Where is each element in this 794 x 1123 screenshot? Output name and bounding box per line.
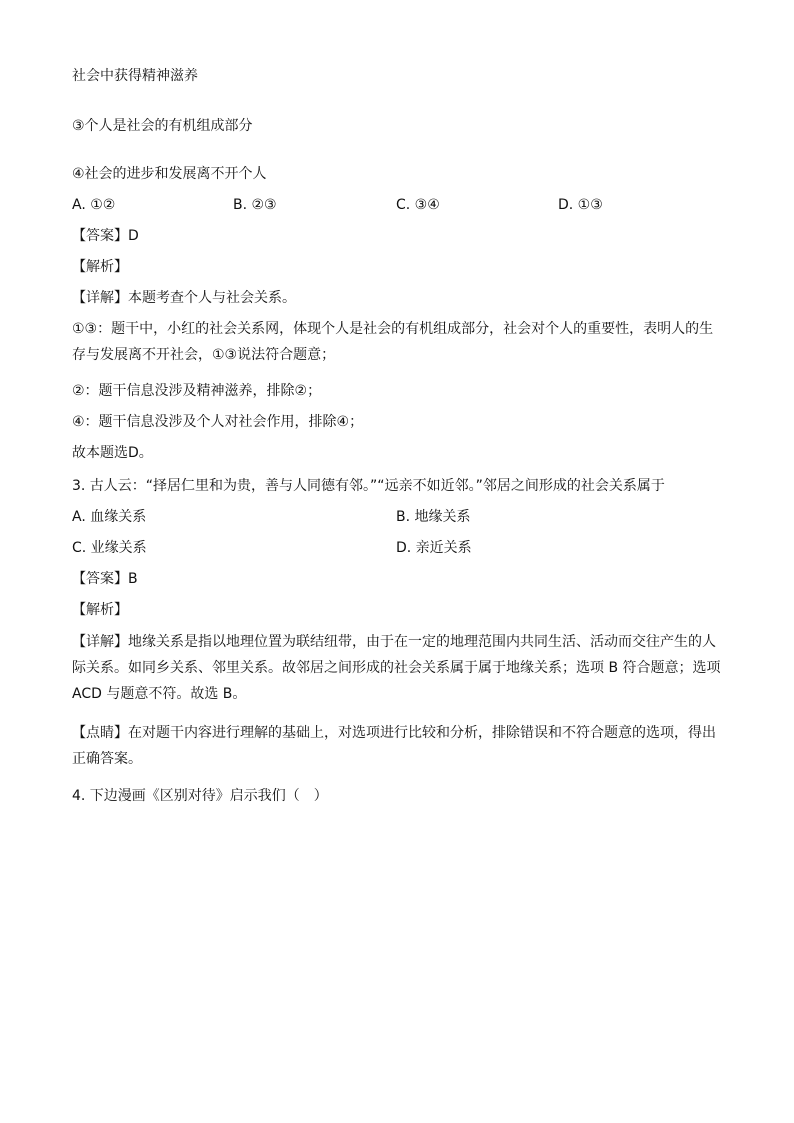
statement-3: ③个人是社会的有机组成部分 bbox=[72, 118, 253, 134]
q3-answer: 【答案】B bbox=[72, 571, 138, 587]
q3-detail: 【详解】地缘关系是指以地理位置为联结纽带，由于在一定的地理范围内共同生活、活动而交往产生的人际关系。如同乡关系、邻里关系。故邻居之间形成的社会关系属于属于地缘关系；选项 B 符合题意；选项 ACD 与题意不符。故选 B。 bbox=[72, 634, 721, 702]
q2-option-b: B. ②③ bbox=[233, 197, 277, 213]
q3-option-b: B. 地缘关系 bbox=[396, 509, 471, 525]
q2-option-d: D. ①③ bbox=[558, 197, 603, 213]
q2-explanation-3: ④：题干信息没涉及个人对社会作用，排除④； bbox=[72, 414, 364, 430]
q2-explanation-2: ②：题干信息没涉及精神滋养，排除②； bbox=[72, 383, 322, 399]
q4-stem: 4. 下边漫画《区别对待》启示我们（ ） bbox=[72, 788, 328, 804]
q3-tip: 【点睛】在对题干内容进行理解的基础上，对选项进行比较和分析，排除错误和不符合题意的选项，得出正确答案。 bbox=[72, 725, 716, 767]
text-line: 社会中获得精神滋养 bbox=[72, 68, 198, 84]
q2-detail: 【详解】本题考查个人与社会关系。 bbox=[72, 290, 296, 306]
q2-analysis-heading: 【解析】 bbox=[72, 259, 128, 275]
q3-analysis-heading: 【解析】 bbox=[72, 602, 128, 618]
statement-4: ④社会的进步和发展离不开个人 bbox=[72, 166, 267, 182]
q2-option-a: A. ①② bbox=[72, 197, 116, 213]
q3-option-a: A. 血缘关系 bbox=[72, 509, 147, 525]
q3-option-d: D. 亲近关系 bbox=[396, 540, 472, 556]
q3-option-c: C. 业缘关系 bbox=[72, 540, 147, 556]
q2-option-c: C. ③④ bbox=[396, 197, 440, 213]
q2-answer: 【答案】D bbox=[72, 228, 139, 244]
q3-stem: 3. 古人云：“择居仁里和为贵，善与人同德有邻。”“远亲不如近邻。”邻居之间形成的社会关系属于 bbox=[72, 478, 665, 494]
q2-explanation-1: ①③：题干中，小红的社会关系网，体现个人是社会的有机组成部分，社会对个人的重要性，表明人的生存与发展离不开社会，①③说法符合题意； bbox=[72, 321, 714, 363]
q2-conclusion: 故本题选D。 bbox=[72, 445, 153, 461]
